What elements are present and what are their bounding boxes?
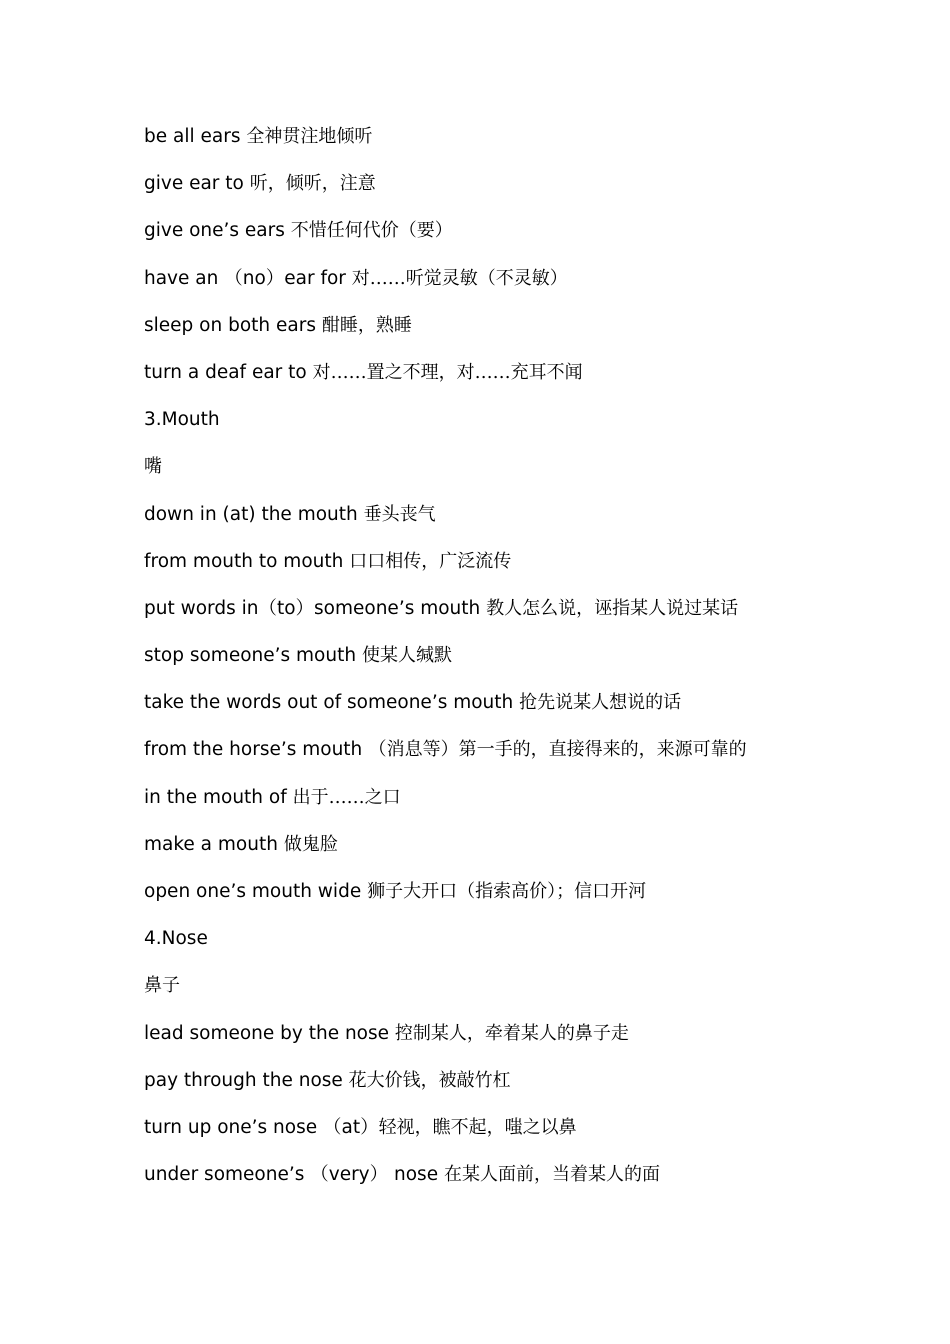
idiom-en: under someone’s （very） nose: [144, 1164, 444, 1186]
section-subheading: [144, 972, 904, 1019]
section-heading-en: 3.Mouth: [144, 409, 220, 431]
idiom-en: lead someone by the nose: [144, 1022, 395, 1044]
idiom-line: [144, 784, 904, 831]
idiom-en: from the horse’s mouth （: [144, 739, 387, 761]
document-page: [144, 123, 904, 1208]
idiom-en: stop someone’s mouth: [144, 645, 362, 667]
idiom-zh: 使某人缄默: [361, 645, 452, 667]
idiom-zh: 做鬼脸: [283, 833, 338, 855]
idiom-line: [144, 170, 904, 217]
idiom-en: turn up one’s nose （at）: [144, 1116, 379, 1138]
idiom-zh: 对……置之不理，对……充耳不闻: [312, 361, 583, 383]
idiom-zh: 不惜任何代价（要）: [290, 220, 453, 242]
idiom-zh: 垂头丧气: [363, 503, 436, 525]
idiom-zh: 听，倾听，注意: [249, 173, 376, 195]
idiom-line: [144, 501, 904, 548]
idiom-zh: 出于……之口: [292, 786, 401, 808]
idiom-en: make a mouth: [144, 833, 284, 855]
idiom-line: [144, 359, 904, 406]
section-subheading: [144, 453, 904, 500]
section-heading: [144, 406, 904, 453]
idiom-zh: 口口相传，广泛流传: [349, 550, 512, 572]
idiom-en: open one’s mouth wide: [144, 881, 368, 902]
idiom-zh: 对……听觉灵敏（不灵敏）: [351, 267, 568, 289]
idiom-en: give ear to: [144, 173, 250, 195]
idiom-line: [144, 689, 904, 736]
idiom-en: put words in（to）someone’s mouth: [144, 597, 487, 619]
idiom-line: [144, 312, 904, 359]
idiom-line: [144, 265, 904, 312]
idiom-en: give one’s ears: [144, 220, 291, 242]
idiom-en: in the mouth of: [144, 786, 293, 808]
idiom-zh: 花大价钱，被敲竹杠: [348, 1069, 511, 1091]
idiom-en: take the words out of someone’s mouth: [144, 692, 520, 714]
idiom-en: sleep on both ears: [144, 314, 322, 336]
section-subheading-zh: 嘴: [144, 456, 162, 478]
idiom-line: [144, 548, 904, 595]
idiom-line: [144, 831, 904, 878]
idiom-line: [144, 123, 904, 170]
idiom-zh: 狮子大开口（指索高价）；信口开河: [367, 881, 647, 902]
section-heading: [144, 925, 904, 972]
idiom-zh: 全神贯注地倾听: [246, 126, 373, 147]
idiom-line: [144, 878, 904, 925]
idiom-zh: 控制某人，牵着某人的鼻子走: [394, 1022, 629, 1044]
idiom-line: [144, 1161, 904, 1208]
idiom-zh: 教人怎么说，诬指某人说过某话: [486, 597, 739, 619]
section-heading-en: 4.Nose: [144, 928, 208, 950]
idiom-en: from mouth to mouth: [144, 550, 350, 572]
idiom-line: [144, 736, 904, 783]
idiom-zh: 酣睡，熟睡: [321, 314, 412, 336]
idiom-line: [144, 1020, 904, 1067]
idiom-en: have an （no）ear for: [144, 267, 352, 289]
section-subheading-zh: 鼻子: [144, 975, 180, 997]
idiom-line: [144, 642, 904, 689]
idiom-en: turn a deaf ear to: [144, 361, 313, 383]
idiom-line: [144, 217, 904, 264]
idiom-zh: 消息等）第一手的，直接得来的，来源可靠的: [386, 739, 747, 761]
idiom-en: down in (at) the mouth: [144, 503, 364, 525]
idiom-zh: 在某人面前，当着某人的面: [443, 1164, 660, 1186]
idiom-line: [144, 1114, 904, 1161]
idiom-en: pay through the nose: [144, 1069, 349, 1091]
idiom-zh: 轻视，瞧不起，嗤之以鼻: [378, 1116, 577, 1138]
idiom-zh: 抢先说某人想说的话: [519, 692, 682, 714]
idiom-line: [144, 1067, 904, 1114]
idiom-en: be all ears: [144, 126, 247, 147]
idiom-line: [144, 595, 904, 642]
